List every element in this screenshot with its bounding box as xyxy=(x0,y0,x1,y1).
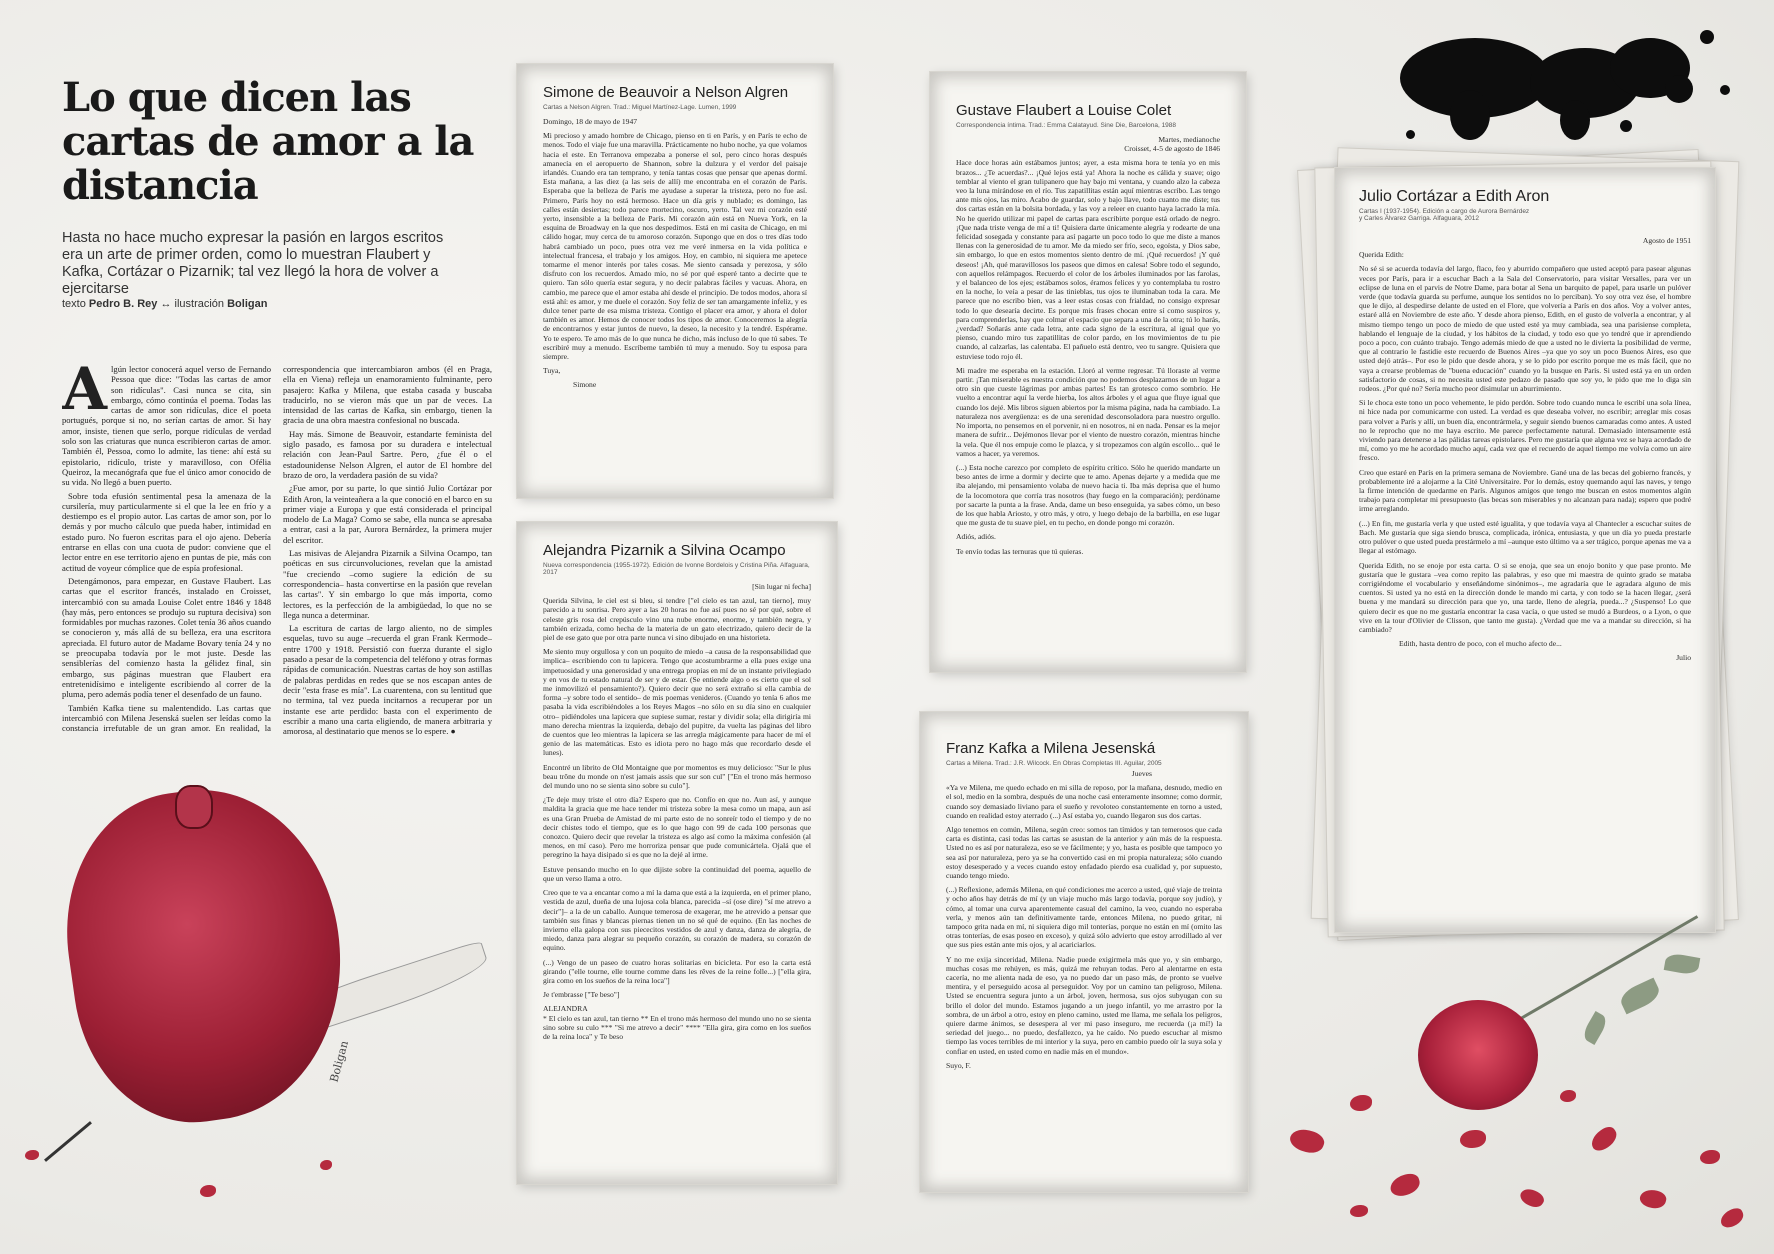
letter-kafka xyxy=(920,712,1248,1192)
letter-paragraph: Creo que te va a encantar como a mí la dama que está a la izquierda, en el primer plano, vestida de azul, dueña de una lujosa cola blanca, parecida –sí (ose dire) "sí me atrevo a decir"]– a la de un caballo. Aunque temerosa de exagerar, me he atrevido a pensar que también sus finas y blancas piernas tienen un no sé qué de equino. (En las noches de invierno ella galopa con sus piececitos vestidos de azul y danza, danza de alegría, de miedo, danza para alegrar su pequeño corazón, su corazón de madera, su corazón de equino. xyxy=(543,888,811,953)
petal-icon xyxy=(1460,1130,1486,1148)
letter-paragraph: Querida Silvina, le ciel est si bleu, si tendre ["el cielo es tan azul, tan tierno], muy parecido a tu sonrisa. Pero ayer a las 20 horas no fue así pues no sé por qué, sobre el celeste gris rosa del crepúsculo vino una nube enorme, enorme, y también negra, y también erizada, como hecha de la materia de un gato electrizado, quiero decir de la piel de ese gato que por otra parte nunca vi sino dibujado en una historieta. xyxy=(543,596,811,643)
petal-icon xyxy=(1560,1090,1576,1102)
letter-paragraph: «Ya ve Milena, me quedo echado en mi silla de reposo, por la mañana, desnudo, medio en el sol, medio en la sombra, después de una noche casi enteramente insomne; como dormir, cuando soy demasiado liviano para el sueño y revoloteo constantemente en torno a usted, cuando en realidad estoy aterrado (...) Así estaba yo, cuando llegaron sus dos cartas. xyxy=(946,783,1222,820)
letter-title: Franz Kafka a Milena Jesenská xyxy=(946,740,1156,757)
petal-icon xyxy=(1638,1187,1668,1211)
letter-paragraph: Me siento muy orgullosa y con un poquito de miedo –a causa de la responsabilidad que implica– escribiendo con tu lapicera. Tengo que acostumbrarme a ella pues exige una impetuosidad y una generosidad y una entrega propias en mí de un instante privilegiado y en vos de tu estado natural de ser y de estar. (Se entiende algo o es cierto que el sol me inmovilizó el pensamiento?). Quiero decir que no será extraño si ella cambia de forma –y sobre todo el sentido– de mis poemas venideros. (Cuando yo tenía 6 años me pasaba la vida escribiéndoles a los Reyes Magos –no sólo en su día sino en cualquier otro– pidiéndoles una lapicera que supiese sumar, restar y dividir sola; ella dirigiría mi mano derecha mientras la izquierda, debajo del pupitre, da vuelta las páginas del libro de cuentos que leo mientras la lapicera se las arregla mágicamente para hacer de mí el genio de las matemáticas. Esto es idiota pero no hago más que recordarlo desde el lunes). xyxy=(543,647,811,758)
letter-paragraph: Si le choca este tono un poco vehemente, le pido perdón. Sobre todo cuando nunca le escribí una sola línea, ni hice nada por comunicarme con usted. La verdad es que deseaba volver, no escribir; arreglar mis cosas para volver a París y allí, un buen día, encontrármela, y seguir siendo buenos camaradas como antes. A usted no le reprocho que no me haya escrito. Me parece perfectamente natural. Demasiado intensamente está viviendo para detenerse a las pálidas tareas epistolares. Pero me gustaría que alguna vez se haya acordado de mí, como yo me he acordado mucho aquí, cada vez que el recuerdo de aquel tiempo me volvía como un aire fresco. xyxy=(1359,398,1691,463)
letter-paragraph: Te envío todas las ternuras que tú quieras. xyxy=(956,546,1084,556)
letter-title: Alejandra Pizarnik a Silvina Ocampo xyxy=(543,542,786,559)
credit-illustration-label: ilustración xyxy=(174,298,225,310)
leaf-icon xyxy=(1581,1011,1610,1045)
letter-source: Cartas I (1937-1954). Edición a cargo de Aurora Bernárdez xyxy=(1359,208,1530,215)
letter-paragraph: (...) Reflexione, además Milena, en qué condiciones me acerco a usted, qué viaje de treinta y ocho años hay detrás de mí (y un viaje mucho más largo todavía, porque soy judío), y cómo, al tomar una curva aparentemente casual del camino, la veo, cuando no esperaba verla, y menos aún tan definitivamente tarde, entonces Milena, no puedo gritar, ni tampoco grita nada en mí, ni siquiera digo mil tonterías, porque no están en mí (omito las otras tonterías, de esas poseo en exceso), y quizá sólo advierto que estoy arrodillado al ver que sus pies están ante mis ojos, y al acariciarlos. xyxy=(946,885,1222,950)
article-paragraph: Algún lector conocerá aquel verso de Fernando Pessoa que dice: "Todas las cartas de amor son ridículas". Casi nunca se cita, sin embargo, cómo continúa el poema. Todas las cartas de amor son ridículas, dice el poeta portugués, porque si no, no serían cartas de amor. Si hay amor, insiste, tienen que serlo, porque ridículas de verdad solo son las criaturas que nunca escribieron cartas de amor. También él, Pessoa, como lo admite, las tiene: ahí está su epistolario, ridículo, triste y maravilloso, con Ofélia Queiroz, la mecanógrafa que fue el único amor conocido de su vida. No llegó a buen puerto. xyxy=(62,364,271,488)
petal-icon xyxy=(1350,1205,1368,1217)
letter-date: [Sin lugar ni fecha] xyxy=(752,582,811,591)
article-body xyxy=(62,364,492,764)
article-paragraph: Sobre toda efusión sentimental pesa la amenaza de la cursilería, muy particularmente si el que la lee en frío y a destiempo es el propio autor. Las cartas de amor son, por lo demás y por mucho cálculo que pueda haber, intimidad en estado puro. No fueron escritas para el ojo ajeno. Debería entrarse en ellas con una cuota de pudor: conviene que el lector entre en ese territorio ajeno en puntas de pie, más con actitud de voyeur cómplice que de espía profesional. xyxy=(62,490,271,573)
article-paragraph: Hay más. Simone de Beauvoir, estandarte feminista del siglo pasado, es famosa por su duradera e intelectual relación con Jean-Paul Sartre. Pero, ¿fue él o el estadounidense Nelson Algren, el autor de El hombre del brazo de oro, la verdadera pasión de su vida? xyxy=(283,428,492,480)
letter-source: Nueva correspondencia (1955-1972). Edición de Ivonne Bordelois y Cristina Piña. Alfaguara, 2017 xyxy=(543,562,810,576)
letter-paragraph: Edith, hasta dentro de poco, con el mucho afecto de... xyxy=(1399,639,1562,649)
letter-paragraph: ¿Te deje muy triste el otro día? Espero que no. Confío en que no. Aun así, y aunque maldita la gracia que me hace tender mi tristeza sobre la mesa como un mapa, aun así es una Gran Prueba de Amistad de mi parte esto de no sonreír todo el tiempo y de no decir chistes todo el tiempo, que es lo que hago con 99 de cada 100 personas que conozco. Quiero decir que revelar la tristeza es algo así como la máxima confesión (al menos, en mí caso). Pero me horroriza pensar que pude comunicártela. Ojalá que el peregrino la haya disipado si es que no la dejé al irme. xyxy=(543,795,811,860)
article-paragraph: Las misivas de Alejandra Pizarnik a Silvina Ocampo, tan poéticas en sus circunvoluciones, revelan que la amistad "fue creciendo –como sugiere la edición de su correspondencia– hasta convertirse en la pasión que revelan las cartas". Y sin embargo lo que más importa, como lectores, es la perfección de la ambigüedad, lo que no se llega nunca a determinar. xyxy=(283,548,492,620)
letter-date: Jueves xyxy=(1131,769,1152,778)
letter-paragraph: (...) Vengo de un paseo de cuatro horas solitarias en bicicleta. Por eso la carta está girando ("elle tourne, elle tourne comme dans les rêves de la reine folle...) ["ella gira, gira como en los sueños de la reina loca"] xyxy=(543,957,811,985)
letter-date: Domingo, 18 de mayo de 1947 xyxy=(543,117,638,126)
letter-paragraph: (...) En fin, me gustaría verla y que usted esté igualita, y que todavía vaya al Chantecler a escuchar suites de Bach. Me gustaría que siga siendo brusca, complicada, irónica, entusiasta, y que un día yo pueda prestarle otro pulóver o que usted pueda prestármelo a mí –aunque esto último va a ser trágico, porque apenas me va a llegar al estómago. xyxy=(1359,518,1691,556)
letter-cortazar xyxy=(1335,168,1715,932)
letter-date: Agosto de 1951 xyxy=(1642,236,1691,245)
petal-icon xyxy=(1587,1124,1620,1155)
letter-source-line2: y Carles Álvarez Garriga. Alfaguara, 2012 xyxy=(1359,215,1479,222)
letter-notes: * El cielo es tan azul, tan tierno ** En el trono más hermoso del mundo uno no se sienta sino sobre su culo *** "Si me atrevo a decir" **** "Ella gira, gira como en los sueños de la reina loca" y Te beso xyxy=(543,1013,811,1041)
article-paragraph: Detengámonos, para empezar, en Gustave Flaubert. Las cartas que el escritor francés, instalado en Croisset, intercambió con su amada Louise Colet entre 1846 y 1848 (hay más, pero entonces se produjo su ruptura decisiva) son formidables por muchas razones. Colet tenía 36 años cuando se conocieron y, más allá de su belleza, era una escritora apreciada. El futuro autor de Madame Bovary tenía 24 y no se preocupaba todavía por le mot juste. Desde las sensiblerías del comienzo hasta la gélidez final, sin embargo, sus páginas muestran que Flaubert era entretenidísimo e inteligente escribiendo al correr de la pluma, pero además podía tener el desenfado de un fauno. xyxy=(62,575,271,700)
letter-paragraph: Hace doce horas aún estábamos juntos; ayer, a esta misma hora te tenía yo en mis brazos... ¿Te acuerdas?... ¡Qué lejos está ya! Ahora la noche es cálida y suave; oigo temblar al viento el gran tulipanero que hay bajo mi ventana, y cuando alzo la cabeza veo la luna mirándose en el río. Tus zapatillitas están aquí mientras escribo. Las tengo ante mis ojos, las miro. Acabo de guardar, solo y bajo llave, todo cuanto me diste; tus dos cartas están en la bolsita bordada, y las voy a releer en cuanto haya lacrado la mía. No he querido utilizar mi papel de cartas para escribirte porque está orlado de negro. ¡Que nada triste venga de mí a ti! Quisiera darte únicamente alegría y rodearte de una felicidad sosegada y constante para así pagarte un poco todo lo que me diste a manos llenas con la generosidad de tu amor. Me da miedo ser frío, seco, egoísta, y Dios sabe, sin embargo, lo que en estos momentos siento dentro de mí. ¡Qué recuerdos! ¡Y qué deseos! ¡Ah, qué maravillosos los paseos que dimos en calesa! Sobre todo el segundo, con aquellos relámpagos. Recuerdo el color de los árboles iluminados por las farolas, y el balanceo de los ejes; estábamos solos, éramos felices y yo contemplaba tu rostro en la noche, lo veía a pesar de las tinieblas, tus ojos te iluminaban toda la cara. Me parece que no escribo bien, vas a leer estas cosas con frialdad, no consigo expresar todo lo que desearía decirte. Es porque mis frases chocan entre sí como suspiros y, para comprenderlas, hay que colmar el espacio que separa a una de la otra; tú lo harás, ¿verdad? Soñarás ante cada letra, ante cada signo de la escritura, al igual que yo pienso, cuando miro tus zapatillitas de color pardo, en los movimientos de tu pie cuando, al calzarlas, las calentaba. El pañuelo está dentro, veo tu sangre. Quisiera que estuviese todo rojo él. xyxy=(956,158,1220,361)
article-paragraph: También Kafka tiene su malentendido. Las cartas que intercambió con Milena Jesenská suelen ser leídas como la constancia irrefutable de un gran amor. En realidad, la correspondencia que intercambiaron ambos (él en Praga, ella en Viena) refleja un enamoramiento fulminante, pero pasajero: Kafka y Milena, que estaba casada y buscaba traducirlo, no se vieron más que un par de veces. La intensidad de las cartas de Kafka, sin embargo, tienen la gracia de una obra maestra confesional no buscada. xyxy=(62,364,492,734)
rose-icon xyxy=(1418,1000,1538,1110)
subtitle: Hasta no hace mucho expresar la pasión en largos escritos era un arte de primer orden, como lo muestran Flaubert y Kafka, Cortázar o Pizarnik; tal vez llegó la hora de volver a ejercitarse xyxy=(62,230,444,297)
article-paragraph: ¿Fue amor, por su parte, lo que sintió Julio Cortázar por Edith Aron, la veinteañera a la que conoció en el barco en su primer viaje a Europa y que está considerada el principal modelo de La Maga? Como se sabe, ella nunca se apresaba a entrar, casi a la par, Aurora Bernárdez, la primera mujer del escritor. xyxy=(283,483,492,545)
letter-date: Martes, medianoche xyxy=(1158,135,1220,144)
letter-paragraph: Algo tenemos en común, Milena, según creo: somos tan tímidos y tan temerosos que cada carta es distinta, casi todas las cartas se asustan de la anterior y aún más de la respuesta. Usted no es así por naturaleza, eso se ve fácilmente; y yo, hasta es posible que tampoco yo sea así por naturaleza, pero ya se ha convertido casi en mi propia naturaleza; sólo cuando estoy desesperado y a veces cuando estoy enfadado pierdo esa cualidad y, por supuesto, cuando tengo miedo. xyxy=(946,825,1222,881)
letter-pizarnik xyxy=(517,522,837,1184)
letter-title: Julio Cortázar a Edith Aron xyxy=(1359,188,1550,205)
letter-place-date: Croisset, 4-5 de agosto de 1846 xyxy=(1124,144,1220,154)
leaf-icon xyxy=(1664,952,1701,976)
article-paragraph: La escritura de cartas de largo aliento, no de simples esquelas, tuvo su auge –recuerda el gran Frank Kermode– entre 1700 y 1918. Persistió con fuerza durante el siglo pasado a pesar de la competencia del teléfono y otras formas rápidas de comunicación. Nuestras cartas de hoy son astillas de palabras perdidas en redes que se nos escapan antes de decir "esta frase es mía". La cuarentena, con su lentitud que no termina, tal vez pueda incitarnos a recuperar por un instante ese arte perdido: basta con el experimento de escribir a mano una carta eligiendo, de manera arbitraria y amorosa, al destinatario que menos se lo espere. ● xyxy=(283,623,492,737)
petal-icon xyxy=(1287,1125,1326,1157)
petal-icon xyxy=(1700,1150,1720,1164)
drop-cap: A xyxy=(62,364,108,423)
page-title: Lo que dicen las cartas de amor a la distancia xyxy=(62,74,474,209)
byline xyxy=(62,298,267,310)
letter-signature: ALEJANDRA xyxy=(543,1004,588,1014)
letter-paragraph: Je t'embrasse ["Te beso"] xyxy=(543,990,620,1000)
letter-source: Correspondencia íntima. Trad.: Emma Calatayud. Sine Die, Barcelona, 1988 xyxy=(956,122,1177,129)
letter-signature: Simone xyxy=(573,380,597,390)
letter-body: Mi precioso y amado hombre de Chicago, pienso en ti en París, y en París te echo de menos. Todo el viaje fue una maravilla. Prácticamente no hubo noche, ya que volamos hacia el este. En Terranova empezaba a ponerse el sol, pero cinco horas después amanecía en el aeropuerto de Shannon, sobre la dulzura y el verdor del paisaje irlandés. Cuando era tan temprano, y tenía tantas cosas que pensar que apenas dormí. Esta mañana, a las diez (a las seis de allí) me encontraba en el corazón de París. Esperaba que la belleza de París me ayudase a superar la tristeza, pero no fue así. Primero, París hoy no está hermoso. Hace un día gris y nublado; es domingo, las calles están desiertas; todo parece mortecino, oscuro, yerto. Tal vez mi corazón esté yerto, insensible a la belleza de París. Mi corazón aún está en Nueva York, en la esquina de Broadway en la que nos despedimos. Está en mi casita de Chicago, en mi cálido hogar, muy cerca de tu amoroso corazón. Supongo que en dos o tres días todo habrá cambiado un poco, pues otra vez me veré inmersa en la vida política e intelectual francesa, el trabajo y los amigos. Hoy, en cambio, ni siquiera me apetece tomarme el menor interés por tales cosas. Me siento cansada y perezosa, y sólo disfruto con los recuerdos. Amado mío, no sé por qué esperé tanto a decirte que te quiero. Tan sólo quería estar segura, y no decir palabras fáciles y vacuas. Ahora, en cambio, me parece que el amor estaba ahí desde el principio. De todos modos, ahora sí está ahí: es amor, y me duele el corazón. Soy feliz de ser tan amargamente infeliz, y es dulce tener parte de esa misma tristeza. Contigo el placer era amor, y ahora el dolor también es amor. Hemos de conocer todos los tipos de amor. Conoceremos la alegría de encontrarnos y estar juntos de nuevo, la deseo, la necesito y la tendré. Espérame. Yo te espero. Te amo más de lo que nunca he dicho, más incluso de lo que tú sabes. Te escribiré muy a menudo. Escríbeme también tú muy a menudo. Soy tu esposa para siempre. xyxy=(543,131,807,362)
letter-paragraph: Creo que estaré en París en la primera semana de Noviembre. Gané una de las becas del gobierno francés, y probablemente iré a alojarme a la Cité Universitaire. Por lo demás, estoy quemando aquí las naves, y tengo la firme intención de quedarme en París. Algunos amigos que tengo me buscan en estos momentos algún trabajo para completar mi presupuesto (las becas son miserables y no alcanzan para nada); espero que podré irme arreglando. xyxy=(1359,467,1691,514)
letter-paragraph: No sé si se acuerda todavía del largo, flaco, feo y aburrido compañero que usted aceptó para pasear algunas veces por París, para ir a escuchar Bach a la Sala del Conservatorio, para visitar Versalles, para ver un eclipse de luna en el parvis de Notre Dame, para botar al Sena un barquito de papel, para usarle un pulóver verde (que todavía guarda su perfume, aunque los sentidos no lo perciban). Yo soy otra vez ése, el hombre que le dijo, al despedirse delante de usted en el Flore, que volvería a París en dos años. Voy a volver antes, estaré allá en Noviembre de este año. Y desde ahora pienso, Edith, en el gusto de volverla a encontrar, y al mismo tiempo tengo un poco de miedo de que usted esté ya muy cambiada, sea una parisiense completa, hablando el lenguaje de la ciudad, y los hábitos de la ciudad, y todo eso que yo tendré que ir aprendiendo poco a poco, con cuánto trabajo. Tengo además miedo de que a usted no le divierta la posibilidad de verme, que al contrario le fastidie este recuerdo de Buenos Aires –ya que yo soy un poco Buenos Aires, eso que usted dejó atrás–. Por eso le pido que desde ahora, y se lo pido por escrito porque me es más fácil, que no vaya a crearse problemas de "buena educación" cuando yo la busque en París. Si usted está ya en un orden satisfactorio de cosas, si no necesita usted este pedazo de pasado que soy yo, le pido que me lo diga sin rodeos. ¿Por qué no? Sería mucho peor disimular un aburrimiento. xyxy=(1359,264,1691,394)
author: Pedro B. Rey xyxy=(88,298,158,310)
letter-paragraph: Querida Edith, no se enoje por esta carta. O si se enoja, que sea un enojo bonito y que pase pronto. Me gustaría que le gustara –vea como repito las palabras, y eso que mi maestra de quinto grado se mataba corrigiéndome el vocabulario y enseñándome sinónimos–, me agradaría que le agradara alguno de mis cuentos. Si usted ya no está en la dirección donde le mando mi carta, y con todo se la hacen llegar, ¿será buena y me mandará su dirección para que yo, una tarde, lleno de alegría, pueda...? ¿Suspenso! Lo que quiero decir es que no me gustaría encontrar la casa vacía, o que usted se mudó a Burdeos, o a Lyon, o que vive en la tour d'Olivier de Clisson, que tanto me gusta). ¿Verdad que me va a mandar su dirección, si ha cambiado? xyxy=(1359,560,1691,634)
credit-arrow: ↔ xyxy=(160,298,172,310)
petal-icon xyxy=(1388,1171,1422,1198)
heart-icon xyxy=(48,773,361,1137)
letter-paragraph: (...) Esta noche carezco por completo de espíritu crítico. Sólo he querido mandarte un beso antes de irme a dormir y decirte que te amo. Apenas dejarte y a medida que me iba alejando, mi pensamiento volaba de nuevo hacia ti. Iba más deprisa que el humo de la locomotora que corría tras nosotros (hay fuego en la comparación); perdóname por sacarte la punta a la frase. Anda, dame un beso enseguida, ya sabes cómo, un beso de los que habla Ariosto, y otro más, y otro, y luego debajo de la barbilla, en ese lugar que me gusta de tu suave piel, en tu pecho, en donde pongo mi corazón. xyxy=(956,462,1220,528)
letter-greeting: Querida Edith: xyxy=(1359,250,1404,260)
letter-paragraph: Mi madre me esperaba en la estación. Lloró al verme regresar. Tú lloraste al verme partir. ¡Tan miserable es nuestra condición que no podemos desplazarnos de un lugar a otro sin que cueste lágrimas por ambas partes! Es tan grotesco como sombrío. He vuelto a encontrar aquí la verde hierba, los altos árboles y el agua que fluye igual que cuando los dejé. Mis libros siguen abiertos por la misma página, nada ha cambiado. La naturaleza nos avergüenza: es de una serenidad desconsoladora para nuestro orgullo. No importa, no pensemos en el porvenir, ni en nosotros, ni en nada. Pensar es la mejor manera de sufrir... Dejémonos llevar por el viento de nuestro corazón, mientras hinche la vela. Que él nos empuje como le plazca, y si tropezamos con algún escollo... qué le vamos a hacer, ya veremos. xyxy=(956,365,1220,458)
letter-paragraph: Estuve pensando mucho en lo que dijiste sobre la continuidad del poema, aquello de que un verso llama a otro. xyxy=(543,864,811,883)
letter-paragraph: Encontré un librito de Old Montaigne que por momentos es muy delicioso: "Sur le plus beau trône du monde on n'est jamais assis que sur son cul" ["En el trono más hermoso del mundo uno no se sienta sino sobre su culo"]. xyxy=(543,762,811,791)
letter-source: Cartas a Nelson Algren. Trad.: Miguel Martínez-Lage. Lumen, 1999 xyxy=(543,104,737,111)
letter-flaubert xyxy=(930,72,1246,672)
letter-beauvoir xyxy=(517,64,833,498)
letter-paragraph: Y no me exija sinceridad, Milena. Nadie puede exigirmela más que yo, y sin embargo, muchas cosas me rehúyen, es más, quizá me rehuyan todas. Pero al alentarme en esta cacería, no me alienta nada de eso, ya no puedo dar un paso más, de pronto se vuelve mentira, y el perseguido acosa al perseguidor. Voy por un camino tan peligroso, Milena. Usted se encuentra segura junto a un árbol, joven, hermosa, sus ojos subyugan con su brillo el dolor del mundo. Estamos jugando a un juego infantil, yo me arrastro por la sombra, de un árbol a otro, estoy en pleno camino, usted me llama, me señala los peligros, quiere darme ánimos, se desespera al ver mi paso inseguro, me recuerda (¡a mí!) la seriedad del juego... no puedo, desfallezco, ya he caído. No puedo escuchar al mismo tiempo las voces terribles de mi interior y la suya, pero en cambio puedo oír la suya sola y confiar en usted, en usted como en nadie más en el mundo». xyxy=(946,954,1222,1056)
leaf-icon xyxy=(1617,978,1663,1015)
petal-icon xyxy=(1718,1206,1747,1231)
petal-icon xyxy=(1518,1185,1547,1211)
petal-icon xyxy=(1350,1095,1372,1111)
quill-tip-icon xyxy=(44,1121,92,1162)
letter-closing: Tuya, xyxy=(543,366,561,376)
letter-title: Simone de Beauvoir a Nelson Algren xyxy=(543,84,789,101)
letter-paragraph: Adiós, adiós. xyxy=(956,532,996,542)
credit-text-label: texto xyxy=(62,298,86,310)
illustrator: Boligan xyxy=(227,298,268,310)
illustration-signature: Boligan xyxy=(327,1039,351,1084)
letter-source: Cartas a Milena. Trad.: J.R. Wilcock. En Obras Completas III. Aguilar, 2005 xyxy=(946,760,1162,767)
letter-signature: Julio xyxy=(1676,653,1691,663)
letter-title: Gustave Flaubert a Louise Colet xyxy=(956,102,1172,119)
aorta-icon xyxy=(175,785,213,829)
letter-signature: Suyo, F. xyxy=(946,1060,971,1070)
